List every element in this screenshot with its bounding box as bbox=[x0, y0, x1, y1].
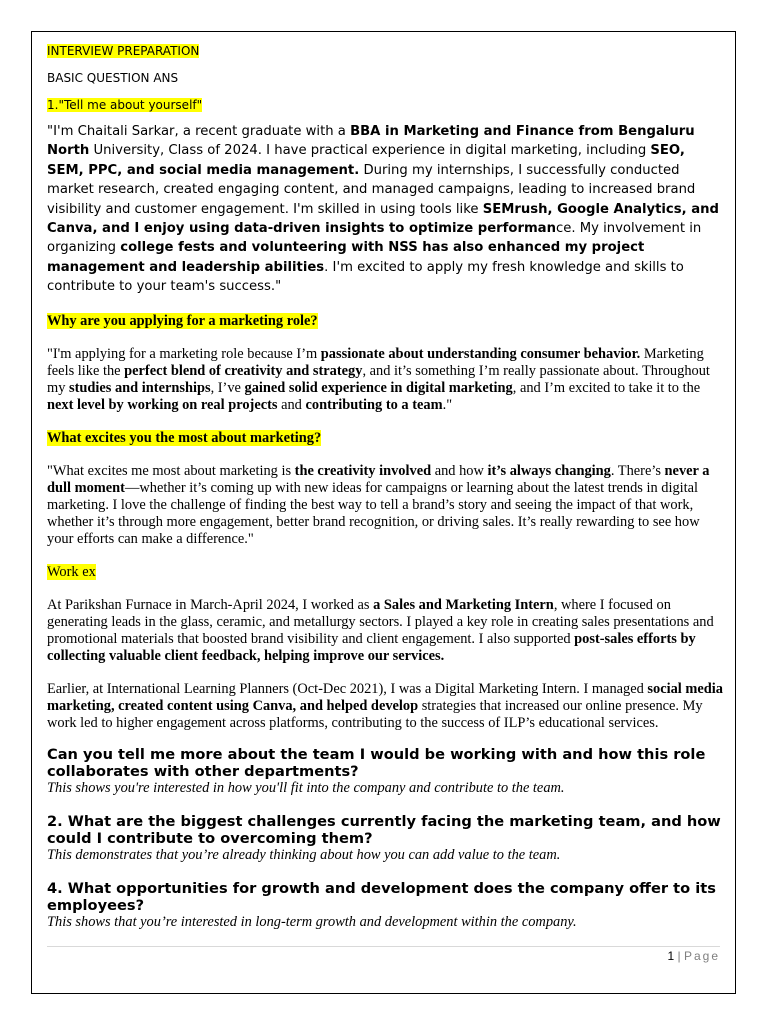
page-content bbox=[47, 43, 725, 931]
page-footer bbox=[667, 949, 720, 963]
document-page bbox=[31, 31, 736, 994]
question-block bbox=[47, 746, 725, 797]
intro-answer: "I'm Chaitali Sarkar, a recent graduate with a BBA in Marketing and Finance from Bengaluru North University, Class of 2024. I have practical experience in digital marketing, including SEO, SEM, PPC, and social media management. During my internships, I successfully conducted market research, created engaging content, and managed campaigns, leading to increased brand visibility and customer engagement. I'm skilled in using tools like SEMrush, Google Analytics, and Canva, and I enjoy using data-driven insights to optimize performance. My involvement in organizing college fests and volunteering with NSS has also enhanced my project management and leadership abilities. I'm excited to apply my fresh knowledge and skills to contribute to your team's success." bbox=[47, 124, 719, 295]
footer-separator: | bbox=[677, 949, 681, 963]
work-experience-paragraph-2: Earlier, at International Learning Planners (Oct-Dec 2021), I was a Digital Marketing Intern. I managed social media marketing, created content using Canva, and helped develop strategies that increased our online presence. My work led to higher engagement across platforms, contributing to the success of ILP’s educational services. bbox=[47, 680, 723, 731]
document-title: INTERVIEW PREPARATION bbox=[47, 44, 200, 58]
excites-heading: What excites you the most about marketing? bbox=[47, 429, 322, 446]
footer-divider bbox=[47, 946, 720, 947]
page-number: 1 bbox=[667, 949, 675, 963]
question-1-heading: 1."Tell me about yourself" bbox=[47, 98, 203, 112]
work-experience-paragraph-1: At Parikshan Furnace in March-April 2024, I worked as a Sales and Marketing Intern, where I focused on generating leads in the glass, ceramic, and metallurgy sectors. I played a key role in creating sales presentations and promotional materials that boosted brand visibility and client engagement. I also supported post-sales efforts by collecting valuable client feedback, helping improve our services. bbox=[47, 596, 714, 664]
why-marketing-heading: Why are you applying for a marketing role? bbox=[47, 312, 318, 329]
question-title: 4. What opportunities for growth and development does the company offer to its employees? bbox=[47, 879, 716, 914]
section-subtitle: BASIC QUESTION ANS bbox=[47, 71, 179, 85]
question-block bbox=[47, 813, 725, 864]
question-block bbox=[47, 880, 725, 931]
work-experience-heading: Work ex bbox=[47, 563, 96, 580]
question-note: This demonstrates that you’re already thinking about how you can add value to the team. bbox=[47, 846, 561, 863]
why-marketing-answer: "I'm applying for a marketing role because I’m passionate about understanding consumer behavior. Marketing feels like the perfect blend of creativity and strategy, and it’s something I’m really passionate about. Throughout my studies and internships, I’ve gained solid experience in digital marketing, and I’m excited to take it to the next level by working on real projects and contributing to a team." bbox=[47, 345, 710, 413]
question-title: Can you tell me more about the team I would be working with and how this role collaborates with other departments? bbox=[47, 745, 706, 780]
excites-answer: "What excites me most about marketing is the creativity involved and how it’s always changing. There’s never a dull moment—whether it’s coming up with new ideas for campaigns or learning about the latest trends in digital marketing. I love the challenge of finding the best way to tell a brand’s story and seeing the impact of that work, whether it’s through more engagement, better brand recognition, or driving sales. It’s really rewarding to see how your efforts can make a difference." bbox=[47, 462, 710, 547]
question-note: This shows that you’re interested in long-term growth and development within the company. bbox=[47, 913, 577, 930]
question-title: 2. What are the biggest challenges currently facing the marketing team, and how could I contribute to overcoming them? bbox=[47, 812, 721, 847]
question-note: This shows you're interested in how you'll fit into the company and contribute to the team. bbox=[47, 779, 565, 796]
page-label: Page bbox=[683, 949, 720, 963]
